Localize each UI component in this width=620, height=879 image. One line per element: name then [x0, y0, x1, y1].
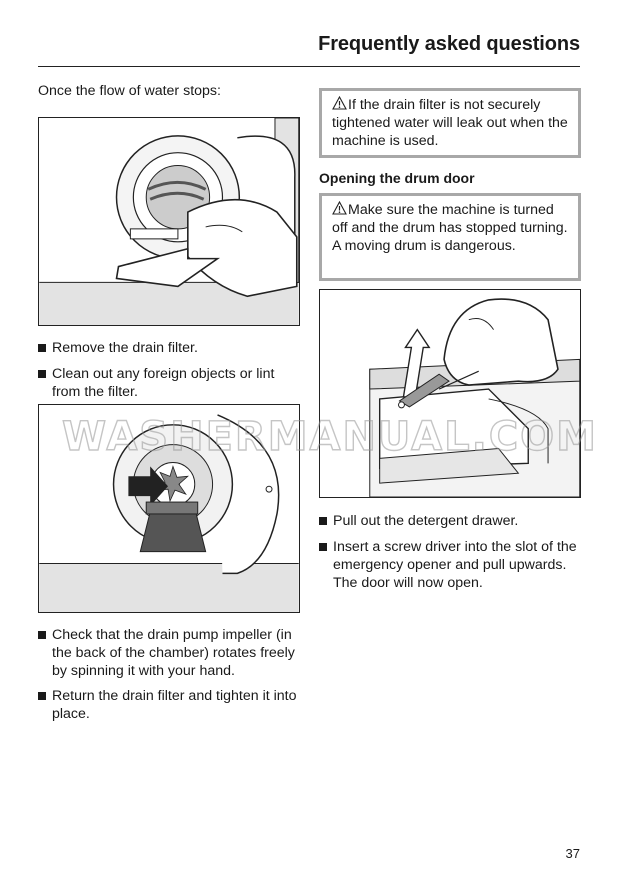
- subheading-opening-drum-door: Opening the drum door: [319, 170, 475, 186]
- page-header-title: Frequently asked questions: [318, 33, 580, 55]
- bullet-square-icon: [38, 344, 46, 352]
- bullet-square-icon: [38, 692, 46, 700]
- warning-triangle-icon: [332, 96, 347, 110]
- bullet-pull-drawer: Pull out the detergent drawer.: [319, 512, 581, 530]
- header-rule: [38, 66, 580, 67]
- bullet-return-filter: Return the drain filter and tighten it into place.: [38, 687, 300, 723]
- warning-triangle-icon: [332, 201, 347, 215]
- warning-box-drum: Make sure the machine is turned off and the drum has stopped turning. A moving drum is dangerous.: [319, 193, 581, 281]
- page-number: 37: [565, 846, 580, 861]
- intro-text: Once the flow of water stops:: [38, 83, 221, 99]
- figure-remove-filter: [38, 117, 300, 326]
- bullet-check-impeller: Check that the drain pump impeller (in the back of the chamber) rotates freely by spinning it with your hand.: [38, 626, 300, 680]
- bullet-square-icon: [38, 370, 46, 378]
- bullet-square-icon: [319, 517, 327, 525]
- bullet-square-icon: [38, 631, 46, 639]
- bullet-insert-screwdriver: Insert a screw driver into the slot of the emergency opener and pull upwards. The door will now open.: [319, 538, 581, 592]
- figure-impeller: [38, 404, 300, 613]
- figure-emergency-opener: [319, 289, 581, 498]
- drain-filter-illustration: [39, 118, 299, 325]
- emergency-opener-illustration: [320, 290, 580, 497]
- bullet-square-icon: [319, 543, 327, 551]
- warning-box-filter: If the drain filter is not securely tightened water will leak out when the machine is used.: [319, 88, 581, 158]
- drain-pump-impeller-illustration: [39, 405, 299, 612]
- bullet-clean-filter: Clean out any foreign objects or lint from the filter.: [38, 365, 300, 401]
- bullet-remove-filter: Remove the drain filter.: [38, 339, 300, 357]
